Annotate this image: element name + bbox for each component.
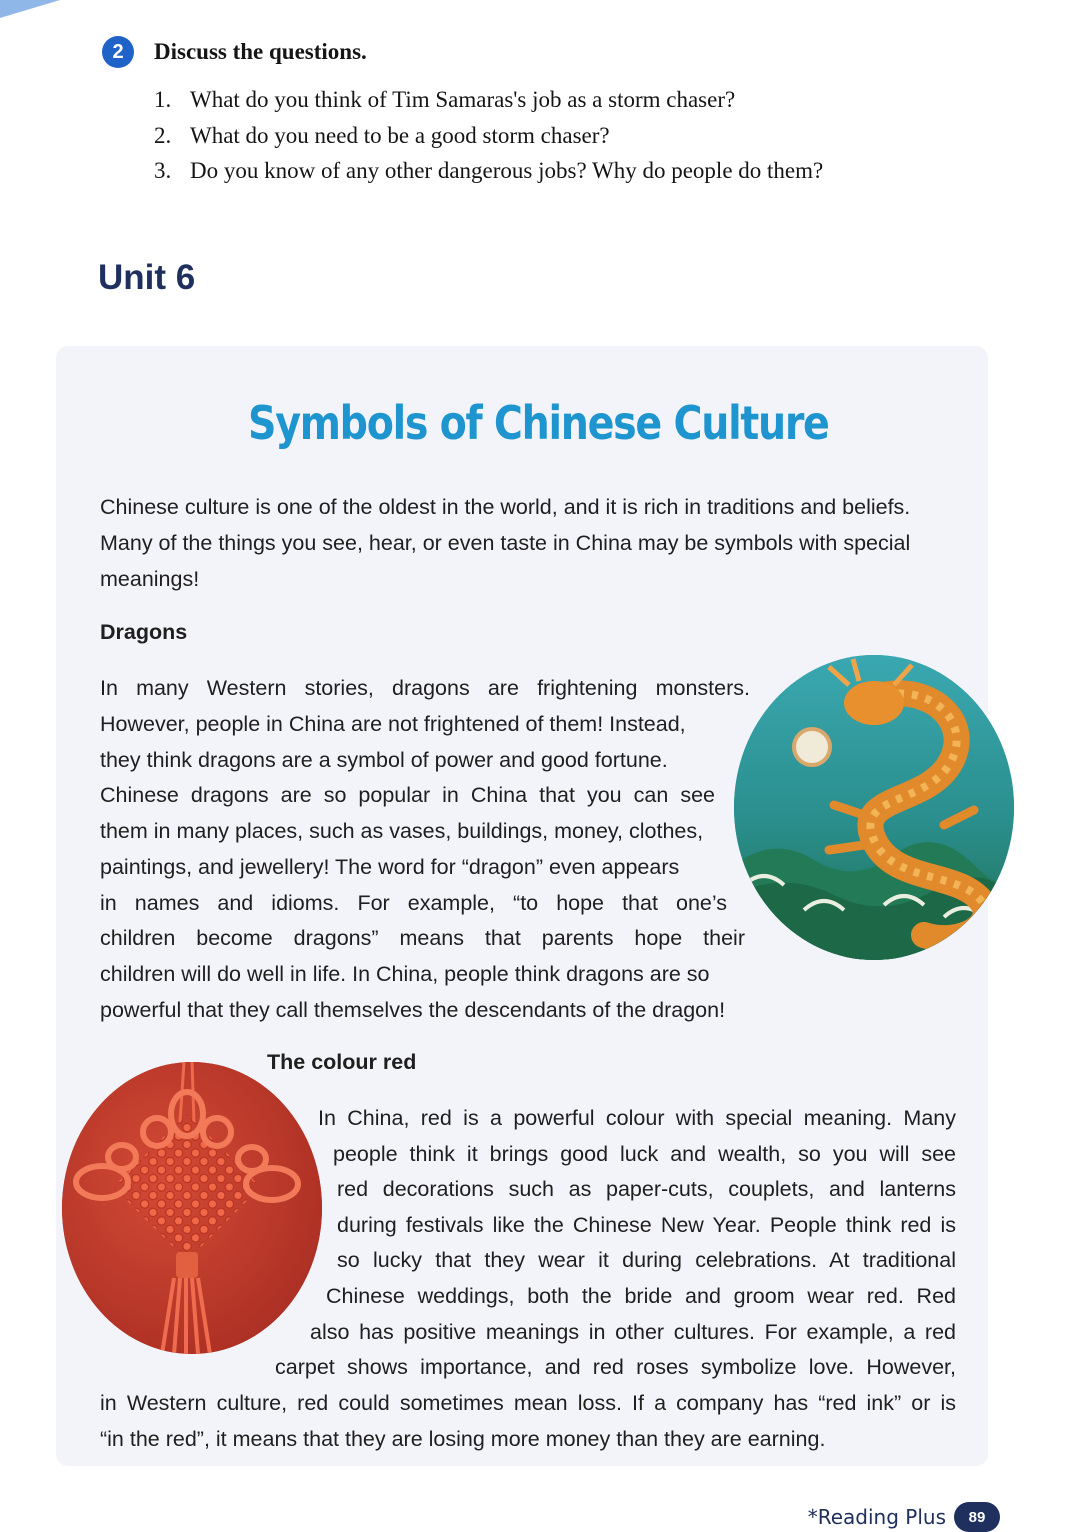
discuss-section bbox=[102, 36, 1002, 189]
text-line: in Western culture, red could sometimes mean loss. If a company has “red ink” or is bbox=[100, 1391, 956, 1415]
text-line: carpet shows importance, and red roses symbolize love. However, bbox=[275, 1355, 956, 1379]
text-line: they think dragons are a symbol of power and good fortune. bbox=[100, 748, 668, 772]
dragons-heading: Dragons bbox=[100, 620, 188, 644]
dragon-image bbox=[734, 655, 1014, 960]
chinese-knot-image bbox=[62, 1062, 322, 1354]
question-item: 1. What do you think of Tim Samaras's job as a storm chaser? bbox=[154, 87, 736, 112]
text-line: powerful that they call themselves the descendants of the dragon! bbox=[100, 998, 726, 1022]
text-line: However, people in China are not frightened of them! Instead, bbox=[100, 712, 686, 736]
text-line: In China, red is a powerful colour with special meaning. Many bbox=[318, 1106, 956, 1130]
text-line: during festivals like the Chinese New Year. People think red is bbox=[337, 1213, 956, 1237]
text-line: children will do well in life. In China, people think dragons are so bbox=[100, 962, 710, 986]
question-item: 3. Do you know of any other dangerous jobs? Why do people do them? bbox=[154, 158, 824, 183]
text-line: Chinese weddings, both the bride and groom wear red. Red bbox=[326, 1284, 956, 1308]
footer-label: *Reading Plus bbox=[807, 1505, 946, 1529]
text-line: them in many places, such as vases, buildings, money, clothes, bbox=[100, 819, 704, 843]
text-line: red decorations such as paper-cuts, couplets, and lanterns bbox=[337, 1177, 956, 1201]
discuss-header bbox=[102, 36, 1002, 68]
intro-paragraph: Chinese culture is one of the oldest in the world, and it is rich in traditions and beliefs. Many of the things you see, hear, or even taste in China may be symbols with special meanings! bbox=[100, 495, 911, 591]
exercise-title: Discuss the questions. bbox=[154, 39, 367, 64]
unit-title: Unit 6 bbox=[98, 258, 196, 297]
page-number: 89 bbox=[954, 1502, 1000, 1532]
text-line: paintings, and jewellery! The word for “dragon” even appears bbox=[100, 855, 680, 879]
text-line: so lucky that they wear it during celebrations. At traditional bbox=[337, 1248, 956, 1272]
colour-red-heading: The colour red bbox=[267, 1050, 417, 1074]
question-list bbox=[154, 82, 1002, 189]
text-line: in names and idioms. For example, “to hope that one’s bbox=[100, 891, 727, 915]
text-line: children become dragons” means that parents hope their bbox=[100, 926, 745, 950]
text-line: In many Western stories, dragons are frightening monsters. bbox=[100, 676, 750, 700]
question-item: 2. What do you need to be a good storm chaser? bbox=[154, 122, 610, 148]
chinese-knot-illustration bbox=[62, 1062, 322, 1354]
text-line: also has positive meanings in other cultures. For example, a red bbox=[310, 1320, 956, 1344]
text-line: “in the red”, it means that they are losing more money than they are earning. bbox=[100, 1427, 826, 1451]
text-line: people think it brings good luck and wealth, so you will see bbox=[333, 1142, 956, 1166]
text-line: Chinese dragons are so popular in China that you can see bbox=[100, 783, 715, 807]
corner-decoration bbox=[0, 0, 60, 18]
article-title: Symbols of Chinese Culture bbox=[248, 396, 829, 450]
exercise-number-badge: 2 bbox=[102, 36, 134, 68]
dragon-illustration bbox=[734, 655, 1014, 960]
